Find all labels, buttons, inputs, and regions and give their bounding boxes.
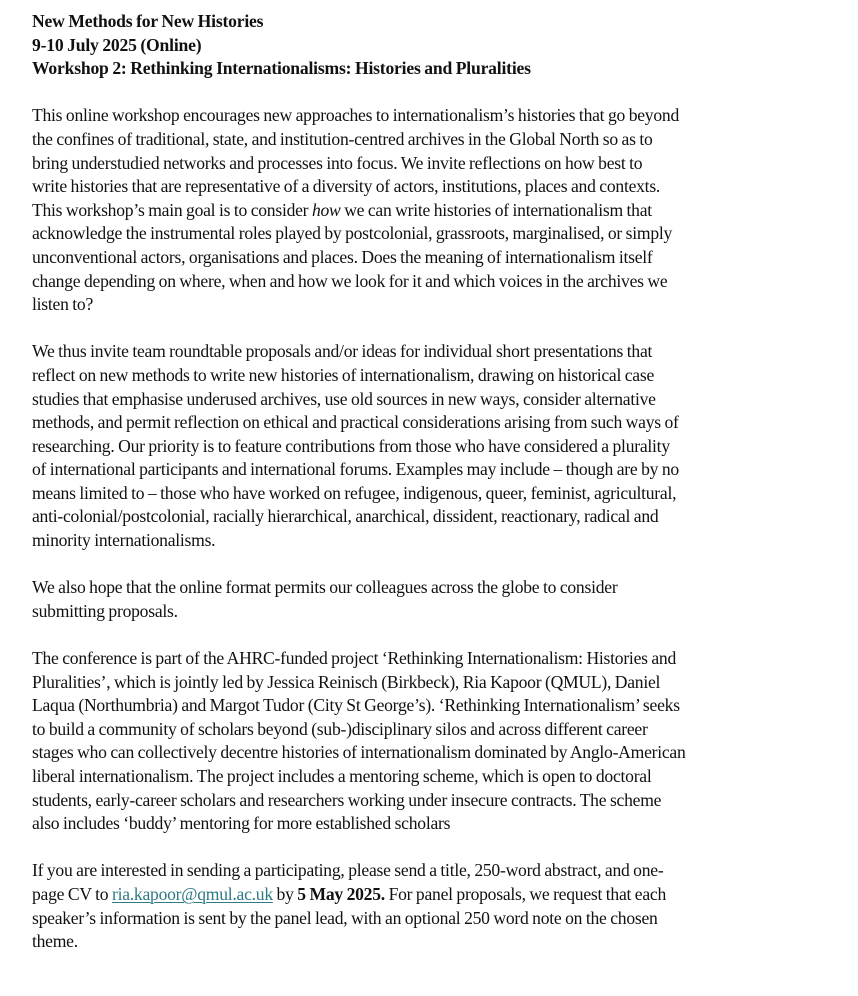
emphasis-how: how xyxy=(311,199,341,220)
text-line: methods, and permit reflection on ethical and practical considerations arising from such ways of xyxy=(32,412,679,433)
text-line: change depending on where, when and how we look for it and which voices in the archives we xyxy=(32,270,668,291)
text-line: of international participants and international forums. Examples may include – though are by no xyxy=(32,459,679,480)
workshop-title: Workshop 2: Rethinking Internationalisms: Histories and Pluralities xyxy=(32,58,531,79)
text-line: anti-colonial/postcolonial, racially hierarchical, anarchical, dissident, reactionary, radical and xyxy=(32,506,659,527)
email-link[interactable]: ria.kapoor@qmul.ac.uk xyxy=(111,883,273,904)
paragraph-project-info xyxy=(32,647,832,836)
text-segment: we can write histories of internationalism that xyxy=(340,199,652,220)
document-page xyxy=(32,10,832,954)
text-line: students, early-career scholars and researchers working under insecure contracts. The scheme xyxy=(32,789,662,810)
text-line: means limited to – those who have worked on refugee, indigenous, queer, feminist, agricultural, xyxy=(32,482,677,503)
text-line xyxy=(32,883,832,907)
text-line: studies that emphasise underused archives, use old sources in new ways, consider alternative xyxy=(32,388,656,409)
event-date: 9-10 July 2025 (Online) xyxy=(32,34,202,55)
text-line: bring understudied networks and processes into focus. We invite reflections on how best to xyxy=(32,152,643,173)
text-line: Laqua (Northumbria) and Margot Tudor (City St George’s). ‘Rethinking Internationalism’ seeks xyxy=(32,695,680,716)
text-segment: For panel proposals, we request that each xyxy=(384,883,667,904)
text-line: the confines of traditional, state, and institution-centred archives in the Global North so as to xyxy=(32,128,653,149)
text-line: reflect on new methods to write new histories of internationalism, drawing on historical case xyxy=(32,364,655,385)
text-line: This online workshop encourages new approaches to internationalism’s histories that go beyond xyxy=(32,105,679,126)
document-heading xyxy=(32,10,832,81)
text-line: Pluralities’, which is jointly led by Jessica Reinisch (Birkbeck), Ria Kapoor (QMUL), Daniel xyxy=(32,671,661,692)
text-line: submitting proposals. xyxy=(32,600,178,621)
text-line: speaker’s information is sent by the panel lead, with an optional 250 word note on the chosen xyxy=(32,907,658,928)
text-line: unconventional actors, organisations and places. Does the meaning of internationalism itself xyxy=(32,246,653,267)
text-line: listen to? xyxy=(32,294,94,315)
text-line: researching. Our priority is to feature contributions from those who have considered a plurality xyxy=(32,435,670,456)
text-line: acknowledge the instrumental roles played by postcolonial, grassroots, marginalised, or simply xyxy=(32,223,673,244)
text-line: We thus invite team roundtable proposals and/or ideas for individual short presentations that xyxy=(32,341,653,362)
text-line: If you are interested in sending a participating, please send a title, 250-word abstract, and one- xyxy=(32,860,664,881)
deadline-date: 5 May 2025. xyxy=(297,883,385,904)
text-line: stages who can collectively decentre histories of internationalism dominated by Anglo-American xyxy=(32,742,686,763)
text-line: minority internationalisms. xyxy=(32,530,216,551)
paragraph-call-for-proposals xyxy=(32,340,832,552)
text-line: to build a community of scholars beyond (sub-)disciplinary silos and across different career xyxy=(32,718,648,739)
paragraph-intro xyxy=(32,104,832,316)
text-segment: page CV to xyxy=(32,883,112,904)
text-segment: This workshop’s main goal is to consider xyxy=(32,199,312,220)
text-line: We also hope that the online format permits our colleagues across the globe to consider xyxy=(32,577,618,598)
text-segment: by xyxy=(272,883,298,904)
text-line: also includes ‘buddy’ mentoring for more established scholars xyxy=(32,813,451,834)
event-title: New Methods for New Histories xyxy=(32,11,264,31)
text-line: liberal internationalism. The project includes a mentoring scheme, which is open to doctoral xyxy=(32,766,652,786)
text-line: theme. xyxy=(32,931,78,952)
text-line xyxy=(32,199,832,223)
paragraph-online-format xyxy=(32,576,832,623)
text-line: write histories that are representative of a diversity of actors, institutions, places and contexts. xyxy=(32,176,661,197)
paragraph-submission xyxy=(32,859,832,953)
text-line: The conference is part of the AHRC-funded project ‘Rethinking Internationalism: Histories and xyxy=(32,648,677,669)
